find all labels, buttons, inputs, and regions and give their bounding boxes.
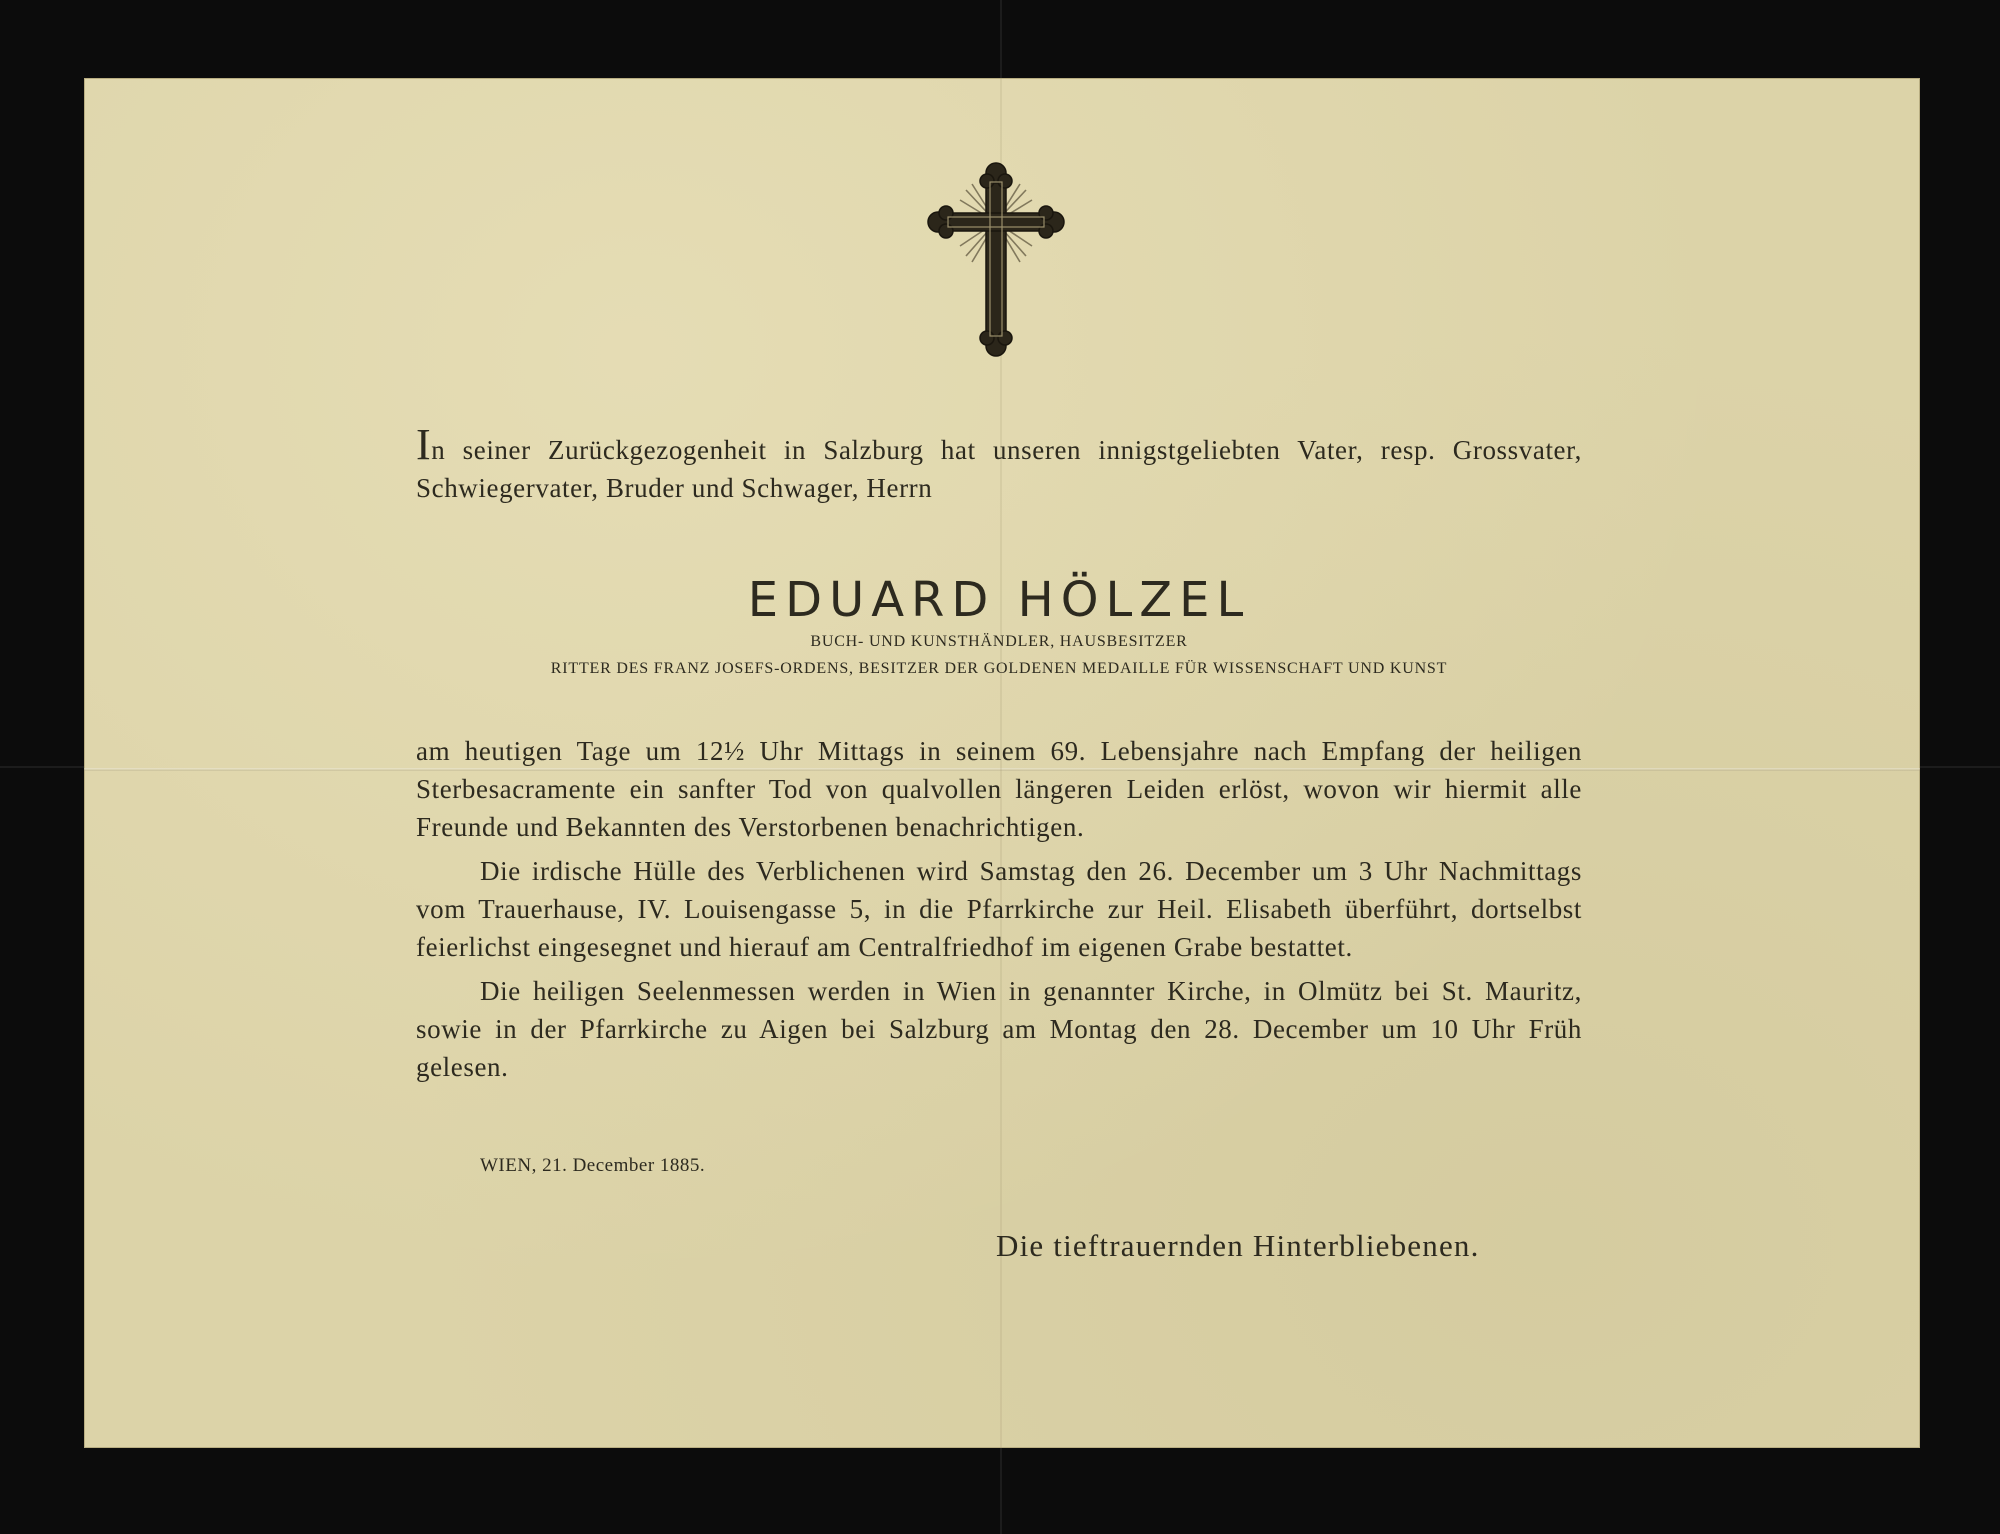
body-paragraph-announcement: am heutigen Tage um 12½ Uhr Mittags in seinem 69. Lebensjahre nach Empfang der heiligen Sterbesacramente ein sanfter Tod von qualvollen längeren Leiden erlöst, wovon wir hiermit alle Freunde und Bekannten des Verstorbenen benachrichtigen. — [416, 736, 1582, 842]
intro-text: n seiner Zurückgezogenheit in Salzburg hat unseren innigstgeliebten Vater, resp. Grossvater, Schwiegervater, Bruder und Schwager, Herrn — [416, 435, 1582, 503]
deceased-title-line-2: RITTER DES FRANZ JOSEFS-ORDENS, BESITZER DER GOLDENEN MEDAILLE FÜR WISSENSCHAFT UND KUNST — [550, 660, 1448, 677]
body-paragraph-funeral: Die irdische Hülle des Verblichenen wird Samstag den 26. December um 3 Uhr Nachmittags vom Trauerhause, IV. Louisengasse 5, in die Pfarrkirche zur Heil. Elisabeth überführt, dortselbst feierlichst eingesegnet und hierauf am Centralfriedhof im eigenen Grabe bestattet. — [416, 856, 1582, 962]
body-paragraph-masses: Die heiligen Seelenmessen werden in Wien in genannter Kirche, in Olmütz bei St. Mauritz, sowie in der Pfarrkirche zu Aigen bei Salzburg am Montag den 28. December um 10 Uhr Früh gelesen. — [416, 976, 1582, 1082]
cross-icon — [926, 160, 1066, 360]
deceased-name: EDUARD HÖLZEL — [747, 572, 1251, 628]
dateline: WIEN, 21. December 1885. — [480, 1155, 706, 1176]
intro-paragraph — [416, 420, 1582, 507]
signature-line: Die tieftrauernden Hinterbliebenen. — [996, 1228, 1480, 1263]
drop-initial: I — [416, 420, 432, 469]
intro-paragraph-block — [416, 420, 1582, 507]
body-paragraphs — [416, 732, 1582, 1086]
deceased-title-line-1: BUCH- UND KUNSTHÄNDLER, HAUSBESITZER — [810, 633, 1188, 650]
